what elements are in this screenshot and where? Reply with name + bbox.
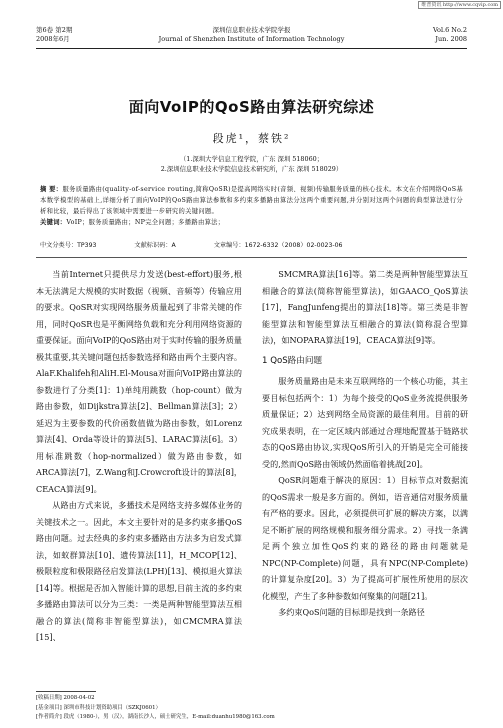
journal-name-en: Journal of Shenzhen Institute of Information Technology bbox=[158, 35, 345, 43]
top-banner bbox=[0, 0, 503, 9]
date-label-cn: 2008年6月 bbox=[36, 35, 70, 43]
right-paragraph-3: QoSR问题难于解决的原因：1）目标节点对数据流的QoS需求一般是多方面的。例如，语音通信对服务质量有严格的要求。因此，必须提供可扩展的解决方案，以满足不断扩展的网络规模和服务细分需求。2）寻找一条满足两个独立加性QoS约束的路径的路由问题就是NPC(NP-Complete)问题，具有NPC(NP-Complete)的计算复杂度[20]。3）为了提高可扩展性所使用的层次化模型，产生了多种参数如何聚集的问题[21]。 bbox=[262, 475, 468, 601]
affiliation-1: （1.深圳大学信息工程学院，广东 深圳 518060； bbox=[179, 155, 324, 163]
abstract-text: 服务质量路由(quality-of-service routing,简称QoSR)是提高网络实时(音频、视频)传输服务质量的核心技术。本文在介绍网络QoS基本数学模型的基础上,详细分析了面向VoIP的QoS路由算法参数和多约束多播路由算法分这两个重要问题,并分别对这两个问题的典型算法进行分析和比较，最后得出了该领域中需要进一步研究的关键问题。 bbox=[40, 186, 463, 215]
article-number: 文章编号：1672-6332（2008）02-0023-06 bbox=[213, 242, 343, 249]
keywords-label: 关键词： bbox=[40, 219, 67, 226]
intro-paragraph-1: 当前Internet只提供尽力发送(best-effort)服务,根本无法满足大规模的实时数据（视频、音频等）传输应用的要求。QoSR对实现网络服务质量起到了非常关键的作用，同时QoSR也是平衡网络负载和充分利用网络资源的重要保证。面向VoIP的QoS路由对于实时传输的服务质量极其重要,其关键问题包括参数选择和路由两个主要内容。AlaF.Khalifeh和AliH.El-Mousa对面向VoIP路由算法的参数进行了分类[1]：1)单纯用跳数（hop-count）做为路由参数，如Dijkstra算法[2]、Bellman算法[3]；2）延迟为主要参数的代价函数值做为路由参数，如Lorenz算法[4]、Orda等设计的算法[5]、LARAC算法[6]。3）用标准跳数（hop-normalized）做为路由参数，如ARCA算法[7]，Z.Wang和J.Crowcroft设计的算法[8]，CEACA算法[9]。 bbox=[36, 269, 242, 494]
footnote-fund: [基金项目] 深圳市科技计划资助项目（SZKJ0601） bbox=[36, 704, 161, 711]
footnote-rule bbox=[36, 691, 96, 692]
affiliations bbox=[0, 154, 503, 174]
authors: 段虎¹，蔡铁² bbox=[212, 132, 291, 145]
issue-label: 第6卷 第2期 bbox=[36, 26, 73, 34]
right-paragraph-4: 多约束QoS问题的目标即是找到一条路径 bbox=[278, 607, 425, 617]
date-label-en: Jun. 2008 bbox=[435, 35, 467, 43]
intro-paragraph-2: 从路由方式来说，多播技术是网络支持多媒体业务的关键技术之一。因此，本文主要针对的是多约束多播QoS路由问题。过去经典的多约束多播路由方法多为启发式算法，如蚁群算法[10]、遗传算法[11]，H_MCOP[12]、极限粒度和极限路径启发算法(LPH)[13]、模拟退火算法[14]等。根据是否加入智能计算的思想,目前主流的多约束多播路由算法可以分为三类：一类是两种智能型算法互相融合的算法(简称非智能型算法)，如CMCMRA算法[15]、 bbox=[36, 500, 242, 642]
right-paragraph-1: SMCMRA算法[16]等。第二类是两种智能型算法互相融合的算法(简称智能型算法)，如GAACO_QoS算法[17]，FangJunfeng提出的算法[18]等。第三类是非智能型算法和智能型算法互相融合的算法(简称混合型算法)，如NOPARA算法[19]，CEACA算法[9]等。 bbox=[262, 269, 468, 345]
keywords-text: VoIP；服务质量路由；NP完全问题；多播路由算法； bbox=[66, 219, 225, 226]
abstract bbox=[40, 184, 463, 228]
footnote-author: [作者简介] 段虎（1980-），男（汉），湖南长沙人，硕士研究生，E-mail:duanhu1980@163.com bbox=[36, 714, 275, 720]
right-column bbox=[262, 266, 468, 621]
abstract-rule bbox=[36, 257, 467, 258]
document-code: 文献标识码：A bbox=[134, 242, 176, 249]
abstract-label: 摘 要： bbox=[40, 186, 63, 193]
affiliation-2: 2.深圳信息职业技术学院信息技术研究所，广东 深圳 518029） bbox=[160, 165, 343, 173]
footnotes bbox=[36, 694, 466, 723]
paper-title: 面向VoIP的QoS路由算法研究综述 bbox=[128, 98, 375, 116]
journal-name-cn: 深圳信息职业技术学院学报 bbox=[212, 26, 291, 34]
header-rule bbox=[36, 48, 467, 49]
footnote-received: [收稿日期] 2008-04-02 bbox=[36, 695, 95, 701]
right-paragraph-2: 服务质量路由是未来互联网络的一个核心功能，其主要目标包括两个：1）为每个接受的QoS业务流提供服务质量保证；2）达到网络全局资源的最佳利用。目前的研究成果表明，在一定区域内部通过合理地配置基于链路状态的QoS路由协议,实现QoS所引入的开销是完全可能接受的,然而QoS路由领域仍然面临着挑战[20]。 bbox=[262, 376, 468, 469]
classification-meta bbox=[40, 240, 463, 249]
clc-number: 中文分类号：TP393 bbox=[40, 242, 97, 249]
left-column bbox=[36, 266, 242, 646]
volume-label: Vol.6 No.2 bbox=[432, 26, 467, 34]
section-heading-1: 1 QoS路由问题 bbox=[262, 355, 323, 366]
watermark[interactable]: 维普资讯 http://www.cqvip.com bbox=[418, 1, 501, 9]
